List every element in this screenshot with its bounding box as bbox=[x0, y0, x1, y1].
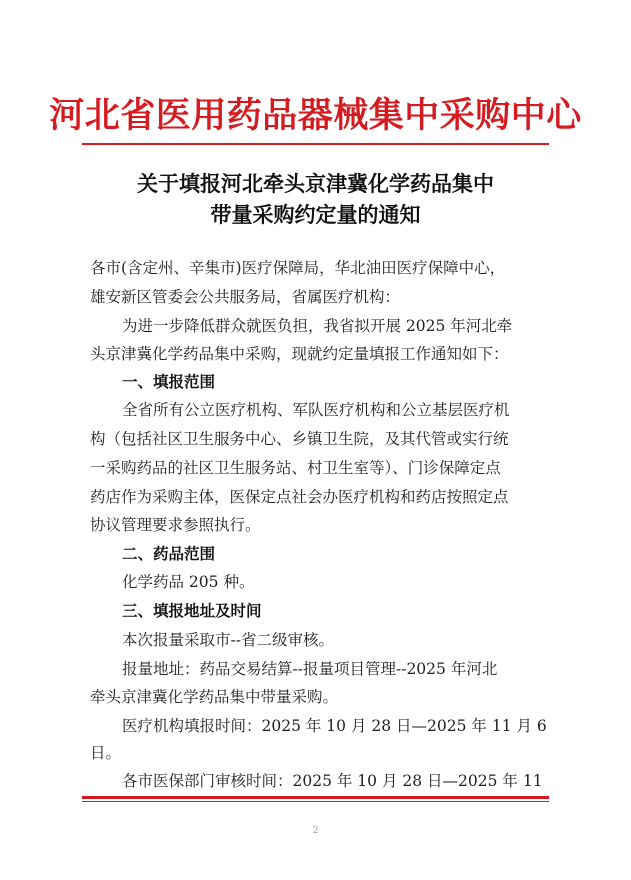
header-red-divider bbox=[82, 143, 549, 145]
page-number: 2 bbox=[312, 826, 319, 836]
section-1-line-2: 构（包括社区卫生服务中心、乡镇卫生院，及其代管或实行统 bbox=[90, 430, 509, 448]
section-3-line-6: 各市医保部门审核时间：2025 年 10 月 28 日—2025 年 11 bbox=[122, 772, 543, 790]
section-2-heading: 二、药品范围 bbox=[122, 544, 216, 563]
section-3-line-5: 日。 bbox=[90, 744, 122, 762]
section-3-line-2: 报量地址：药品交易结算--报量项目管理--2025 年河北 bbox=[122, 660, 498, 678]
section-2-line-1: 化学药品 205 种。 bbox=[122, 573, 255, 591]
section-3-line-1: 本次报量采取市--省二级审核。 bbox=[122, 631, 334, 649]
addressee-line-2: 雄安新区管委会公共服务局，省属医疗机构： bbox=[90, 288, 401, 306]
section-3-line-3: 牵头京津冀化学药品集中带量采购。 bbox=[90, 688, 339, 706]
issuing-organization-header: 河北省医用药品器械集中采购中心 bbox=[49, 95, 582, 136]
section-1-line-1: 全省所有公立医疗机构、军队医疗机构和公立基层医疗机 bbox=[122, 401, 510, 419]
section-1-heading: 一、填报范围 bbox=[122, 372, 216, 391]
intro-paragraph-line-1: 为进一步降低群众就医负担，我省拟开展 2025 年河北牵 bbox=[122, 317, 513, 335]
section-3-heading: 三、填报地址及时间 bbox=[122, 601, 262, 620]
section-1-line-5: 协议管理要求参照执行。 bbox=[90, 516, 261, 534]
section-1-line-4: 药店作为采购主体，医保定点社会办医疗机构和药店按照定点 bbox=[90, 488, 509, 506]
document-title-line-1: 关于填报河北牵头京津冀化学药品集中 bbox=[137, 171, 494, 196]
footer-red-divider-thick bbox=[82, 796, 549, 799]
addressee-line-1: 各市(含定州、辛集市)医疗保障局，华北油田医疗保障中心， bbox=[90, 259, 506, 277]
footer-red-divider-thin bbox=[82, 801, 549, 802]
document-title-line-2: 带量采购约定量的通知 bbox=[210, 202, 421, 227]
section-1-line-3: 一采购药品的社区卫生服务站、村卫生室等）、门诊保障定点 bbox=[90, 459, 501, 477]
intro-paragraph-line-2: 头京津冀化学药品集中采购，现就约定量填报工作通知如下： bbox=[90, 345, 509, 363]
section-3-line-4: 医疗机构填报时间：2025 年 10 月 28 日—2025 年 11 月 6 bbox=[122, 717, 547, 735]
